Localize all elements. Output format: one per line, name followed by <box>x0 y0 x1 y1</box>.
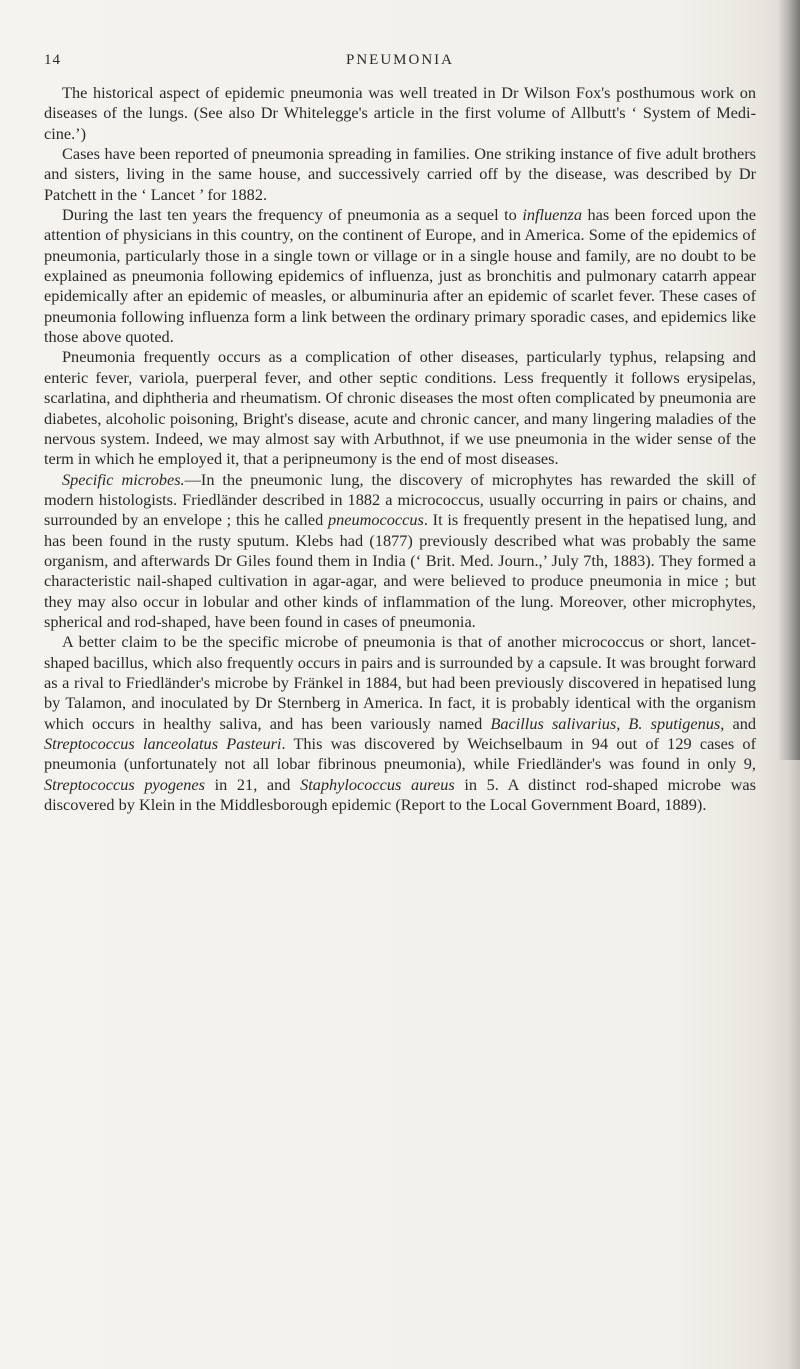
running-head: PNEUMONIA <box>346 52 454 68</box>
text-run: in 5. A distinct rod-shaped microbe was discovered by Klein in the Middlesborough epidemic (Report to the Local Government Board, 1889). <box>44 774 756 815</box>
page-edge-shadow <box>778 0 800 760</box>
text-run: During the last ten years the frequency of pneumonia as a sequel to <box>62 205 523 225</box>
paragraph <box>44 470 756 633</box>
paragraph <box>44 347 756 469</box>
text-run: A better claim to be the specific microbe of pneumonia is that of another micrococcus or short, lancet-shaped bacillus, which also frequently occurs in pairs and is surrounded by a capsule. It was brought forward as a rival to Friedländer's microbe by Fränkel in 1884, but had been previously discovered in hepatised lung by Talamon, and inoculated by Dr Sternberg in America. In fact, it is probably identical with the organism which occurs in healthy saliva, and has been variously named <box>44 632 756 733</box>
page-number: 14 <box>44 52 61 68</box>
text-run: . This was discovered by Weichselbaum in 94 out of 129 cases of pneumonia (unfortunately not all lobar fibrinous pneumonia), while Friedländer's was found in only 9, <box>44 734 756 774</box>
paragraph <box>44 632 756 815</box>
italic-text: Bacillus salivarius, B. sputigenus <box>490 713 721 733</box>
italic-text: pneumococcus <box>327 510 424 530</box>
paragraph <box>44 83 756 144</box>
italic-text: Streptococcus pyogenes <box>44 774 205 794</box>
text-run: in 21, and <box>204 774 301 794</box>
italic-text: Streptococcus lanceolatus Pasteuri <box>44 734 282 753</box>
italic-text: influenza <box>522 205 583 225</box>
body-text <box>44 83 756 815</box>
text-run: . It is frequently present in the hepatised lung, and has been found in the rusty sputum. Klebs had (1877) previously described what was probably the same organism, and afterwards Dr Giles found them in India (‘ Brit. Med. Journ.,’ July 7th, 1883). They formed a characteristic nail-shaped cultivation in agar-agar, and were believed to produce pneumonia in mice ; but they may also occur in lobular and other kinds of inflammation of the lung. Moreover, other microphytes, spherical and rod-shaped, have been found in cases of pneumonia. <box>44 510 756 631</box>
text-run: has been forced upon the attention of physicians in this country, on the continent of Europe, and in America. Some of the epidemics of pneumonia, particularly those in a single town or village or in a single house and family, are no doubt to be explained as pneumonia following epidemics of influenza, just as bronchitis and pulmonary catarrh appear epidemically after an epidemic of measles, or albuminuria after an epidemic of scarlet fever. These cases of pneumonia following influenza form a link between the ordinary primary sporadic cases, and epidemics like those above quoted. <box>44 205 756 347</box>
text-run: , and <box>720 713 757 733</box>
text-run: Cases have been reported of pneumonia spreading in families. One striking instance of five adult brothers and sisters, living in the same house, and successively carried off by the disease, was described by Dr Patchett in the ‘ Lancet ’ for 1882. <box>44 144 756 204</box>
text-run: —In the pneumonic lung, the discovery of microphytes has rewarded the skill of modern histologists. Friedländer described in 1882 a micrococcus, usually occurring in pairs or chains, and surrounded by an envelope ; this he called <box>44 469 756 530</box>
italic-text: Staphylococcus aureus <box>300 774 455 794</box>
italic-text: Specific microbes. <box>62 469 185 489</box>
paragraph <box>44 205 756 347</box>
text-run: Pneumonia frequently occurs as a complication of other diseases, particularly typhus, relapsing and enteric fever, variola, puerperal fever, and other septic conditions. Less frequently it follows erysipelas, scarlatina, and diphtheria and rheumatism. Of chronic diseases the most often complicated by pneumonia are diabetes, alcoholic poisoning, Bright's disease, acute and chronic cancer, and many lingering maladies of the nervous system. Indeed, we may almost say with Arbuthnot, if we use pneumonia in the wider sense of the term in which he employed it, that a peripneumony is the end of most diseases. <box>44 347 756 469</box>
page-edge-shadow-lower <box>788 760 800 1369</box>
text-run: The historical aspect of epidemic pneumonia was well treated in Dr Wilson Fox's posthumous work on diseases of the lungs. (See also Dr Whitelegge's article in the first volume of Allbutt's ‘ System of Medicine.’) <box>44 83 756 143</box>
paragraph <box>44 144 756 205</box>
